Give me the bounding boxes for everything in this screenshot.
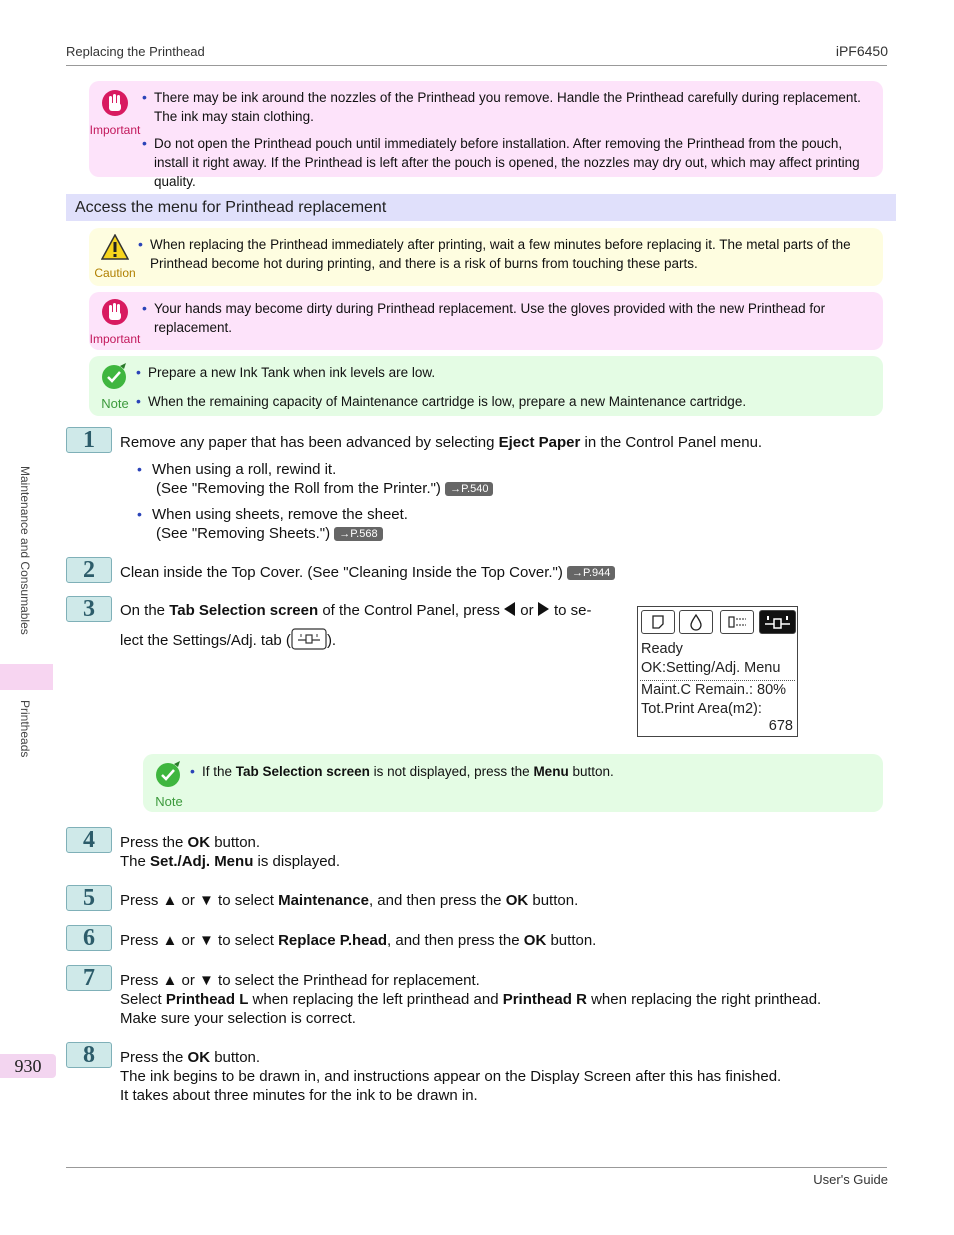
caution-icon-block [89,234,141,280]
settings-adj-icon [760,611,795,633]
bullet-icon: • [142,135,147,151]
page-reference-link[interactable]: →P.944 [567,566,615,580]
page-reference-link[interactable]: →P.568 [334,527,382,541]
bullet-icon: • [137,461,142,477]
running-header-title: Replacing the Printhead [66,44,205,59]
hand-stop-icon [101,298,129,326]
right-arrow-icon [538,602,550,616]
note-icon-block [89,362,141,411]
tab-job[interactable] [720,610,754,634]
note-label: Note [155,794,183,809]
lcd-maint-remain: Maint.C Remain.: 80% [641,682,787,698]
ink-drop-icon [680,611,712,633]
tab-ink[interactable] [679,610,713,634]
important-icon-block [89,298,141,346]
side-tab-chapter[interactable]: Maintenance and Consumables [18,466,32,635]
important-label: Important [89,332,141,346]
footer-guide-title: User's Guide [813,1172,888,1187]
step-5-text: Press ▲ or ▼ to select Maintenance, and then press the OK button. [120,892,579,909]
lcd-hint-text: OK:Setting/Adj. Menu [641,660,781,676]
paper-icon [642,611,674,633]
bullet-icon: • [136,364,141,380]
step-number: 3 [66,596,112,622]
step-3-text: On the Tab Selection screen of the Control Panel, press or to se- [120,602,592,619]
bullet-icon: • [142,89,147,105]
bullet-icon: • [136,393,141,409]
step-7-text: Press ▲ or ▼ to select the Printhead for replacement. Select Printhead L when replacing the left printhead and Printhead R when replacing the right printhead. Make sure your selection is correct. [120,972,822,1027]
lcd-status-text: Ready [641,641,683,657]
step-number: 2 [66,557,112,583]
note-label: Note [101,396,129,411]
step-number: 7 [66,965,112,991]
caution-item: • When replacing the Printhead immediately after printing, wait a few minutes before replacing it. The metal parts of the Printhead become hot during printing, and there is a risk of burns from touching these parts. [138,236,851,271]
step-2-text: Clean inside the Top Cover. (See "Cleaning Inside the Top Cover.") →P.944 [120,563,615,582]
tab-paper[interactable] [641,610,675,634]
pencil-check-icon [100,362,130,390]
bullet-icon: • [190,763,195,779]
step-1-see-sheets: (See "Removing Sheets.") →P.568 [156,524,383,543]
caution-label: Caution [94,266,136,280]
step-1-see-roll: (See "Removing the Roll from the Printer.") →P.540 [156,479,493,498]
note-item: • If the Tab Selection screen is not displayed, press the Menu button. [190,763,614,779]
step-4-text: Press the OK button. The Set./Adj. Menu is displayed. [120,834,341,870]
important-item: • There may be ink around the nozzles of the Printhead you remove. Handle the Printhead carefully during replacement. The ink may stain clothing. [142,89,861,124]
header-rule [66,65,887,66]
note-icon-block [143,760,195,809]
step-1-sub-sheets: • When using sheets, remove the sheet. [137,506,408,523]
important-item: • Your hands may become dirty during Printhead replacement. Use the gloves provided with the new Printhead for replacement. [142,300,826,335]
bullet-icon: • [142,300,147,316]
important-icon-block [89,89,141,137]
step-3-text-line2: lect the Settings/Adj. tab ( ). [120,628,336,650]
step-number: 1 [66,427,112,453]
page-reference-link[interactable]: →P.540 [445,482,493,496]
left-arrow-icon [504,602,516,616]
side-tab-section[interactable]: Printheads [18,700,32,758]
step-number: 5 [66,885,112,911]
step-1-sub-roll: • When using a roll, rewind it. [137,461,337,478]
step-number: 6 [66,925,112,951]
step-8-text: Press the OK button. The ink begins to be drawn in, and instructions appear on the Display Screen after this has finished. It takes about three minutes for the ink to be drawn in. [120,1049,782,1104]
lcd-print-area-value: 678 [768,718,793,734]
footer-rule [66,1167,887,1168]
important-item: • Do not open the Printhead pouch until immediately before installation. After removing the Printhead from the pouch, install it right away. If the Printhead is left after the pouch is opened, the nozzles may dry out, which may affect printing quality. [142,135,860,189]
lcd-divider [640,680,795,681]
note-item: • When the remaining capacity of Maintenance cartridge is low, prepare a new Maintenance cartridge. [136,393,747,409]
bullet-icon: • [138,236,143,252]
side-tab-highlight [0,664,53,690]
control-panel-display [637,606,798,737]
page-number: 930 [0,1054,56,1078]
pencil-check-icon [154,760,184,788]
tab-settings-adj[interactable] [759,610,796,634]
warning-triangle-icon [101,234,129,260]
bullet-icon: • [137,506,142,522]
lcd-print-area-label: Tot.Print Area(m2): [641,701,762,717]
step-number: 8 [66,1042,112,1068]
note-item: • Prepare a new Ink Tank when ink levels are low. [136,364,436,380]
settings-adj-tab-icon [291,628,327,650]
step-1-text: Remove any paper that has been advanced by selecting Eject Paper in the Control Panel menu. [120,434,763,451]
section-heading: Access the menu for Printhead replacement [66,194,896,221]
running-header-model: iPF6450 [835,43,888,59]
hand-stop-icon [101,89,129,117]
step-6-text: Press ▲ or ▼ to select Replace P.head, and then press the OK button. [120,932,597,949]
important-label: Important [89,123,141,137]
job-list-icon [721,611,753,633]
step-number: 4 [66,827,112,853]
